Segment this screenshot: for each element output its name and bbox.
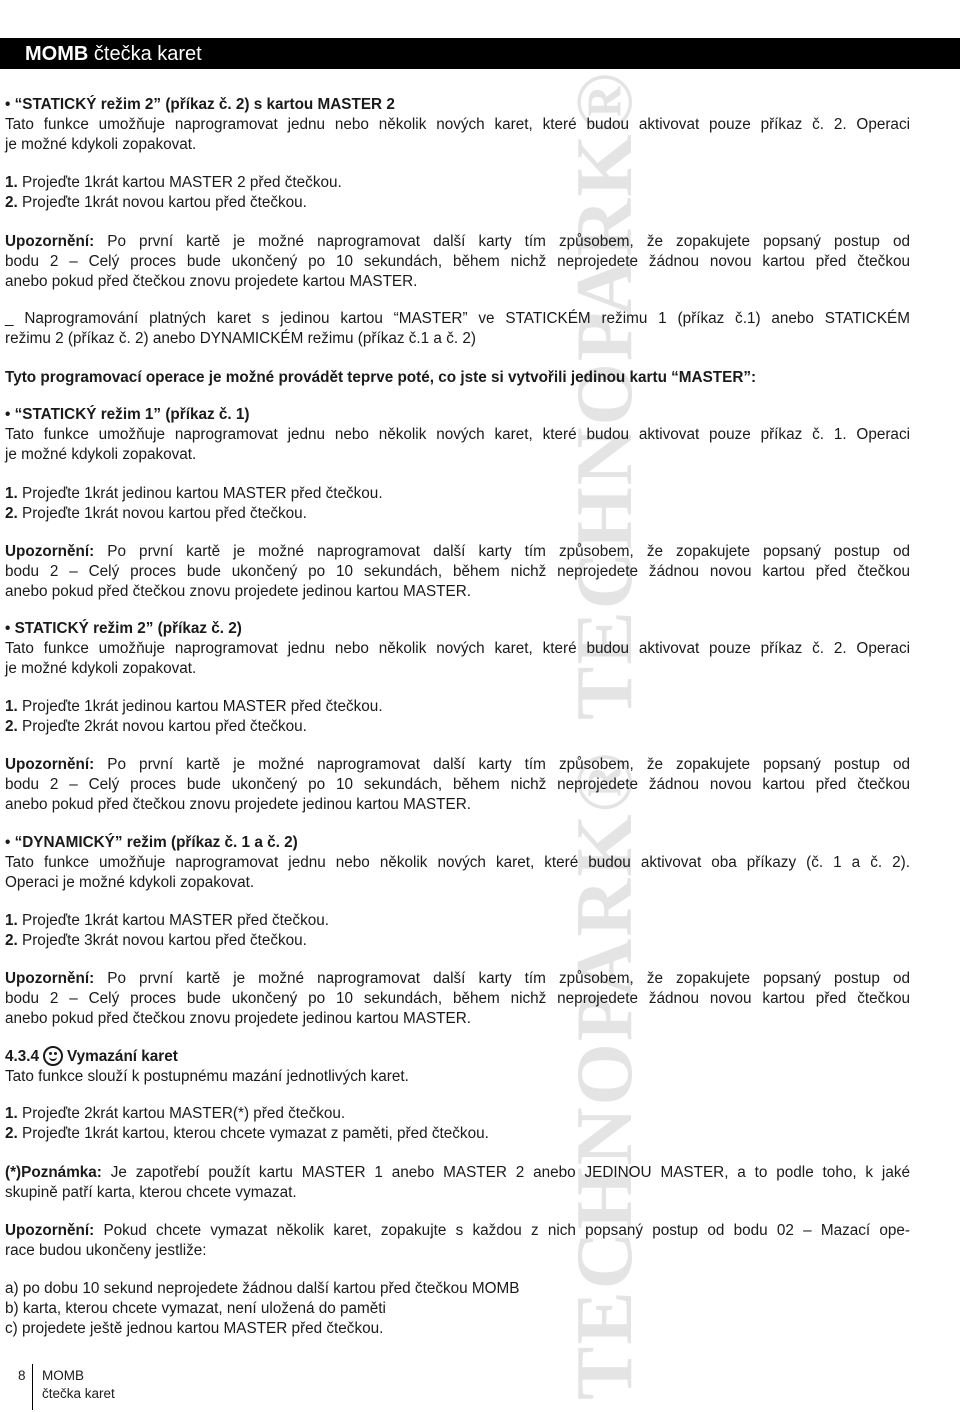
bold-notice: Tyto programovací operace je možné provádět teprve poté, co jste si vytvořili jedinou kartu “MASTER”: [5, 369, 757, 386]
footer-product: MOMB [42, 1368, 84, 1383]
step-item: 1. Projeďte 1krát kartou MASTER 2 před čtečkou. [5, 174, 342, 191]
page-number: 8 [18, 1368, 26, 1383]
list-item: b) karta, kterou chcete vymazat, není uložená do paměti [5, 1300, 386, 1317]
footer-subtitle: čtečka karet [42, 1386, 115, 1401]
title-subtitle: čtečka karet [88, 43, 202, 65]
warning-line: Upozornění: Po první kartě je možné naprogramovat další karty tím způsobem, že zopakujete popsaný postup od [5, 756, 910, 773]
section-heading: • “DYNAMICKÝ” režim (příkaz č. 1 a č. 2) [5, 834, 298, 851]
step-item: 1. Projeďte 1krát jedinou kartou MASTER před čtečkou. [5, 698, 383, 715]
step-item: 1. Projeďte 2krát kartou MASTER(*) před čtečkou. [5, 1105, 346, 1122]
page-header [0, 38, 960, 69]
section-heading: • “STATICKÝ režim 2” (příkaz č. 2) s kartou MASTER 2 [5, 96, 395, 113]
paragraph-line: Tato funkce umožňuje naprogramovat jednu nebo několik nových karet, které budou aktivovat oba příkazy (č. 1 a č. 2). [5, 854, 910, 871]
warning-line: race budou ukončeny jestliže: [5, 1242, 207, 1259]
step-item: 2. Projeďte 1krát novou kartou před čtečkou. [5, 505, 307, 522]
note-line: _ Naprogramování platných karet s jedinou kartou “MASTER” ve STATICKÉM režimu 1 (příkaz č.1) anebo STATICKÉM [5, 310, 910, 327]
warning-line: anebo pokud před čtečkou znovu projedete jedinou kartou MASTER. [5, 1010, 471, 1027]
smiley-icon [43, 1046, 63, 1066]
note-line: režimu 2 (příkaz č. 2) anebo DYNAMICKÉM režimu (příkaz č.1 a č. 2) [5, 330, 476, 347]
note-line: (*)Poznámka: Je zapotřebí použít kartu MASTER 1 anebo MASTER 2 anebo JEDINOU MASTER, a to podle toho, k jaké [5, 1164, 910, 1181]
warning-line: Upozornění: Po první kartě je možné naprogramovat další karty tím způsobem, že zopakujete popsaný postup od [5, 233, 910, 250]
paragraph-line: Tato funkce umožňuje naprogramovat jednu nebo několik nových karet, které budou aktivovat pouze příkaz č. 2. Operaci [5, 116, 910, 133]
paragraph-line: Operaci je možné kdykoli zopakovat. [5, 874, 255, 891]
section-heading-erase: 4.3.4 Vymazání karet [5, 1048, 178, 1065]
step-item: 2. Projeďte 1krát kartou, kterou chcete vymazat z paměti, před čtečkou. [5, 1125, 489, 1142]
warning-line: bodu 2 – Celý proces bude ukončený po 10 sekundách, během nichž neprojedete žádnou novou kartou před čtečkou [5, 990, 910, 1007]
warning-line: Upozornění: Po první kartě je možné naprogramovat další karty tím způsobem, že zopakujete popsaný postup od [5, 543, 910, 560]
paragraph-line: Tato funkce umožňuje naprogramovat jednu nebo několik nových karet, které budou aktivovat pouze příkaz č. 2. Operaci [5, 640, 910, 657]
watermark-text-upper: TECHNOPARK® [561, 70, 649, 720]
technopark-watermark [520, 0, 720, 1412]
warning-line: anebo pokud před čtečkou znovu projedete jedinou kartou MASTER. [5, 796, 471, 813]
warning-line: bodu 2 – Celý proces bude ukončený po 10 sekundách, během nichž neprojedete žádnou novou kartou před čtečkou [5, 253, 910, 270]
warning-line: anebo pokud před čtečkou znovu projedete jedinou kartou MASTER. [5, 583, 471, 600]
paragraph-line: je možné kdykoli zopakovat. [5, 446, 197, 463]
paragraph-line: je možné kdykoli zopakovat. [5, 660, 197, 677]
list-item: c) projedete ještě jednou kartou MASTER před čtečkou. [5, 1320, 384, 1337]
warning-line: bodu 2 – Celý proces bude ukončený po 10 sekundách, během nichž neprojedete žádnou novou kartou před čtečkou [5, 776, 910, 793]
warning-line: Upozornění: Pokud chcete vymazat několik karet, zopakujte s každou z nich popsaný postup od bodu 02 – Mazací ope- [5, 1222, 910, 1239]
step-item: 1. Projeďte 1krát kartou MASTER před čtečkou. [5, 912, 329, 929]
paragraph-line: Tato funkce umožňuje naprogramovat jednu nebo několik nových karet, které budou aktivovat pouze příkaz č. 1. Operaci [5, 426, 910, 443]
step-item: 2. Projeďte 1krát novou kartou před čtečkou. [5, 194, 307, 211]
step-item: 1. Projeďte 1krát jedinou kartou MASTER před čtečkou. [5, 485, 383, 502]
page-title [25, 41, 202, 67]
step-item: 2. Projeďte 3krát novou kartou před čtečkou. [5, 932, 307, 949]
paragraph-line: Tato funkce slouží k postupnému mazání jednotlivých karet. [5, 1068, 409, 1085]
warning-line: bodu 2 – Celý proces bude ukončený po 10 sekundách, během nichž neprojedete žádnou novou kartou před čtečkou [5, 563, 910, 580]
paragraph-line: je možné kdykoli zopakovat. [5, 136, 197, 153]
note-line: skupině patří karta, kterou chcete vymazat. [5, 1184, 297, 1201]
footer-divider [32, 1364, 33, 1410]
section-heading: • “STATICKÝ režim 1” (příkaz č. 1) [5, 406, 250, 423]
watermark-text-lower: TECHNOPARK® [561, 750, 649, 1400]
warning-line: Upozornění: Po první kartě je možné naprogramovat další karty tím způsobem, že zopakujete popsaný postup od [5, 970, 910, 987]
list-item: a) po dobu 10 sekund neprojedete žádnou další kartou před čtečkou MOMB [5, 1280, 520, 1297]
step-item: 2. Projeďte 2krát novou kartou před čtečkou. [5, 718, 307, 735]
section-heading: • STATICKÝ režim 2” (příkaz č. 2) [5, 620, 242, 637]
warning-line: anebo pokud před čtečkou znovu projedete kartou MASTER. [5, 273, 418, 290]
title-product: MOMB [25, 43, 89, 65]
